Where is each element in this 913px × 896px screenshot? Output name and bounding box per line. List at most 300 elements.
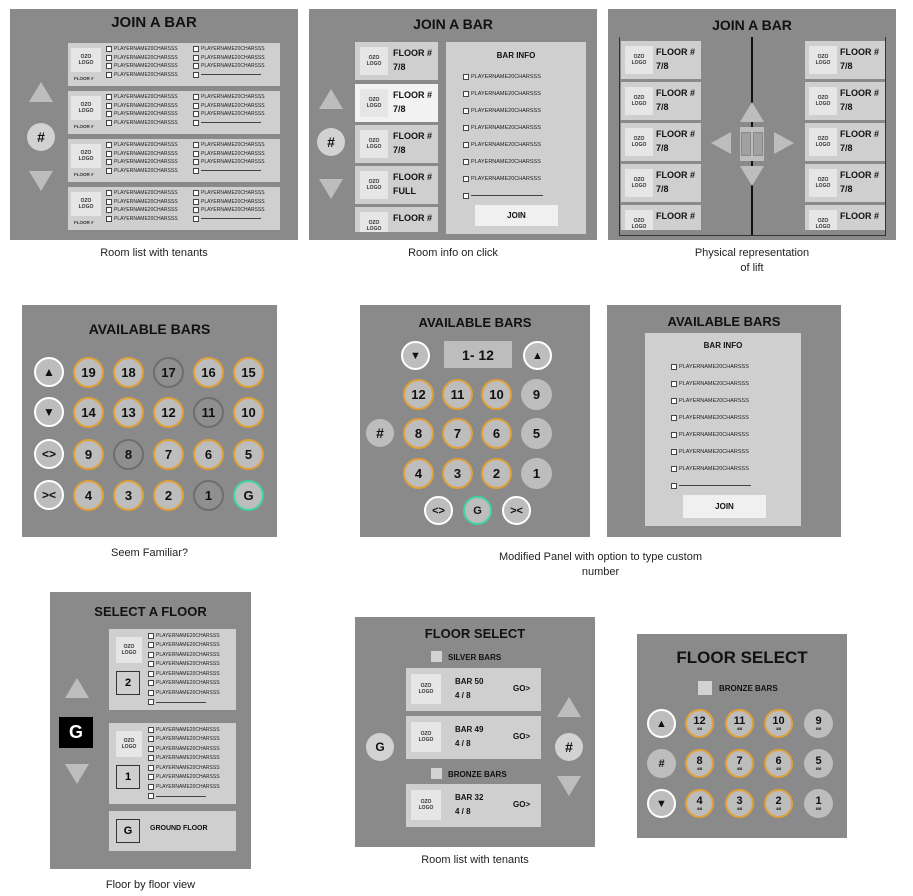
floor-label: FLOOR # <box>840 88 880 98</box>
player-checkbox[interactable] <box>463 74 469 80</box>
player-checkbox[interactable] <box>148 755 154 761</box>
player-name: PLAYERNAME20CHARSSS <box>156 680 220 687</box>
player-checkbox[interactable] <box>671 364 677 370</box>
logo-placeholder: OZO LOGO <box>625 87 653 115</box>
bronze-checkbox[interactable] <box>431 768 442 779</box>
bar-button-5[interactable]: 5 <box>233 439 264 470</box>
player-row <box>671 409 751 426</box>
player-row <box>148 641 220 651</box>
bar-button-10[interactable]: 10 <box>481 379 512 410</box>
empty-slot-row <box>193 167 265 176</box>
ground-floor-card[interactable] <box>109 811 236 851</box>
bar-button-15[interactable]: 15 <box>233 357 264 388</box>
player-checkbox[interactable] <box>106 190 112 196</box>
player-row <box>148 744 220 754</box>
player-row <box>463 153 543 170</box>
bar-button-1[interactable]: 1 <box>521 458 552 489</box>
caption: Floor by floor view <box>105 879 196 891</box>
down-arrow-icon[interactable] <box>740 166 764 186</box>
bar-button-G[interactable]: G <box>233 480 264 511</box>
bottom-button-0[interactable]: <> <box>424 496 453 525</box>
player-list <box>193 93 265 127</box>
floor-label: FLOOR # <box>393 213 433 223</box>
player-checkbox[interactable] <box>106 207 112 213</box>
floor-card-right[interactable] <box>805 123 885 161</box>
panel-room-info <box>309 9 597 240</box>
player-checkbox[interactable] <box>671 432 677 438</box>
up-arrow-icon[interactable] <box>740 102 764 122</box>
player-name: PLAYERNAME20CHARSSS <box>114 71 178 78</box>
player-name: PLAYERNAME20CHARSSS <box>156 651 220 658</box>
player-name: PLAYERNAME20CHARSSS <box>471 124 541 131</box>
join-button[interactable]: JOIN <box>683 495 766 518</box>
player-checkbox[interactable] <box>148 793 154 799</box>
up-arrow-icon[interactable] <box>65 678 89 698</box>
bar-button-3[interactable]: 3 <box>442 458 473 489</box>
player-checkbox[interactable] <box>463 108 469 114</box>
floor-occupancy: 4/8 <box>736 806 743 811</box>
player-name: PLAYERNAME20CHARSSS <box>201 102 265 109</box>
floor-occupancy: 7/8 <box>393 62 406 72</box>
floor-number: 8 <box>696 755 703 767</box>
door-left-panel <box>741 132 751 156</box>
player-checkbox[interactable] <box>193 159 199 165</box>
player-list <box>106 189 178 223</box>
player-checkbox[interactable] <box>148 690 154 696</box>
player-row <box>148 669 220 679</box>
player-row <box>106 206 178 215</box>
floor-number: 10 <box>772 715 785 727</box>
player-row <box>193 198 265 207</box>
player-checkbox[interactable] <box>148 642 154 648</box>
panel-lift-physical <box>608 9 896 240</box>
logo-placeholder: OZO LOGO <box>71 48 101 72</box>
player-name: PLAYERNAME20CHARSSS <box>114 102 178 109</box>
go-button[interactable]: GO> <box>513 800 531 809</box>
player-checkbox[interactable] <box>106 63 112 69</box>
player-checkbox[interactable] <box>671 398 677 404</box>
player-row <box>671 460 751 477</box>
player-name: PLAYERNAME20CHARSSS <box>114 94 178 101</box>
bar-button-18[interactable]: 18 <box>113 357 144 388</box>
floor-button-4[interactable] <box>685 789 714 818</box>
floor-block[interactable] <box>109 629 236 710</box>
side-button-0[interactable]: ▲ <box>647 709 676 738</box>
floor-number-box: 1 <box>116 765 140 789</box>
bar-row-card[interactable] <box>406 716 541 759</box>
floor-label: FLOOR # <box>656 170 696 180</box>
player-row <box>106 45 178 54</box>
bar-button-1[interactable]: 1 <box>193 480 224 511</box>
floor-number-box: 2 <box>116 671 140 695</box>
floor-label: FLOOR # <box>393 131 433 141</box>
player-checkbox[interactable] <box>193 103 199 109</box>
player-checkbox[interactable] <box>193 72 199 78</box>
floor-label: FLOOR # <box>74 124 94 129</box>
bar-button-13[interactable]: 13 <box>113 397 144 428</box>
player-name: PLAYERNAME20CHARSSS <box>679 363 749 370</box>
player-checkbox[interactable] <box>148 671 154 677</box>
up-arrow-icon[interactable] <box>29 82 53 102</box>
player-name: PLAYERNAME20CHARSSS <box>201 142 265 149</box>
room-card[interactable] <box>68 43 280 86</box>
player-checkbox[interactable] <box>148 699 154 705</box>
floor-button-2[interactable] <box>764 789 793 818</box>
bar-row-card[interactable] <box>406 784 541 827</box>
side-button-3[interactable]: >< <box>34 480 64 510</box>
panel-title: JOIN A BAR <box>111 14 197 31</box>
player-checkbox[interactable] <box>106 199 112 205</box>
side-button-2[interactable]: ▼ <box>647 789 676 818</box>
player-checkbox[interactable] <box>193 46 199 52</box>
empty-slot-row <box>148 792 220 802</box>
floor-card-right[interactable] <box>805 41 885 79</box>
floor-number: 4 <box>696 795 703 807</box>
bar-button-19[interactable]: 19 <box>73 357 104 388</box>
player-checkbox[interactable] <box>148 746 154 752</box>
bar-button-6[interactable]: 6 <box>193 439 224 470</box>
floor-label: FLOOR # <box>393 172 433 182</box>
logo-placeholder: OZO LOGO <box>809 87 837 115</box>
join-button[interactable]: JOIN <box>475 205 558 226</box>
player-checkbox[interactable] <box>106 72 112 78</box>
bar-button-2[interactable]: 2 <box>153 480 184 511</box>
up-arrow-icon[interactable] <box>319 89 343 109</box>
bronze-checkbox[interactable] <box>698 681 712 695</box>
bar-button-12[interactable]: 12 <box>153 397 184 428</box>
player-checkbox[interactable] <box>671 381 677 387</box>
bar-button-5[interactable]: 5 <box>521 418 552 449</box>
empty-slot-line <box>201 218 261 219</box>
logo-placeholder: OZO LOGO <box>116 731 142 757</box>
range-down-button[interactable]: ▼ <box>401 341 430 370</box>
bar-button-11[interactable]: 11 <box>442 379 473 410</box>
bar-row-card[interactable] <box>406 668 541 711</box>
ground-button[interactable]: G <box>366 733 394 761</box>
player-name: PLAYERNAME20CHARSSS <box>114 54 178 61</box>
player-checkbox[interactable] <box>193 151 199 157</box>
player-checkbox[interactable] <box>671 415 677 421</box>
bar-occupancy: 4 / 8 <box>455 807 471 816</box>
player-checkbox[interactable] <box>106 111 112 117</box>
player-checkbox[interactable] <box>193 142 199 148</box>
empty-slot-line <box>201 170 261 171</box>
bar-button-8[interactable]: 8 <box>113 439 144 470</box>
floor-label: FLOOR # <box>656 211 696 221</box>
floor-button-12[interactable] <box>685 709 714 738</box>
floor-button-10[interactable] <box>764 709 793 738</box>
player-name: PLAYERNAME20CHARSSS <box>679 380 749 387</box>
range-up-button[interactable]: ▲ <box>523 341 552 370</box>
player-list <box>193 45 265 79</box>
logo-placeholder: OZO LOGO <box>809 46 837 74</box>
bar-button-7[interactable]: 7 <box>153 439 184 470</box>
logo-placeholder: OZO LOGO <box>411 722 441 752</box>
floor-card[interactable] <box>355 42 438 80</box>
panel-join-bar-list <box>10 9 298 240</box>
bar-button-9[interactable]: 9 <box>73 439 104 470</box>
go-button[interactable]: GO> <box>513 732 531 741</box>
right-arrow-icon[interactable] <box>774 132 794 154</box>
bar-occupancy: 4 / 8 <box>455 691 471 700</box>
player-checkbox[interactable] <box>148 765 154 771</box>
player-name: PLAYERNAME20CHARSSS <box>114 63 178 70</box>
player-checkbox[interactable] <box>193 120 199 126</box>
player-checkbox[interactable] <box>671 466 677 472</box>
player-checkbox[interactable] <box>148 736 154 742</box>
floor-button-5[interactable] <box>804 749 833 778</box>
player-row <box>193 93 265 102</box>
player-row <box>193 150 265 159</box>
floor-occupancy: 7/8 <box>656 143 669 153</box>
floor-number: 6 <box>775 755 782 767</box>
player-checkbox[interactable] <box>463 142 469 148</box>
floor-label: FLOOR # <box>393 90 433 100</box>
panel-select-floor <box>50 592 251 869</box>
hash-button[interactable]: # <box>317 128 345 156</box>
floor-occupancy: 4/8 <box>736 766 743 771</box>
player-checkbox[interactable] <box>106 142 112 148</box>
floor-block[interactable] <box>109 723 236 804</box>
floor-card-right[interactable] <box>805 82 885 120</box>
player-checkbox[interactable] <box>148 652 154 658</box>
bar-button-9[interactable]: 9 <box>521 379 552 410</box>
empty-slot-row <box>193 71 265 80</box>
floor-number: 5 <box>815 755 822 767</box>
player-checkbox[interactable] <box>193 199 199 205</box>
bar-occupancy: 4 / 8 <box>455 739 471 748</box>
floor-label: FLOOR # <box>656 47 696 57</box>
floor-occupancy: 4/8 <box>696 806 703 811</box>
player-checkbox[interactable] <box>463 193 469 199</box>
hash-button[interactable]: # <box>27 123 55 151</box>
logo-placeholder: OZO LOGO <box>71 192 101 216</box>
player-checkbox[interactable] <box>148 680 154 686</box>
player-name: PLAYERNAME20CHARSSS <box>114 150 178 157</box>
side-button-1[interactable]: # <box>647 749 676 778</box>
floor-card-right[interactable] <box>805 205 885 230</box>
player-checkbox[interactable] <box>106 168 112 174</box>
player-checkbox[interactable] <box>463 91 469 97</box>
player-name: PLAYERNAME20CHARSSS <box>471 158 541 165</box>
empty-slot-line <box>679 485 751 486</box>
player-checkbox[interactable] <box>463 159 469 165</box>
player-checkbox[interactable] <box>106 103 112 109</box>
floor-number: 2 <box>775 795 782 807</box>
room-card[interactable] <box>68 187 280 230</box>
floor-occupancy: 7/8 <box>840 143 853 153</box>
player-checkbox[interactable] <box>193 63 199 69</box>
bar-button-12[interactable]: 12 <box>403 379 434 410</box>
floor-button-6[interactable] <box>764 749 793 778</box>
floor-number: 12 <box>693 715 706 727</box>
player-name: PLAYERNAME20CHARSSS <box>114 142 178 149</box>
player-checkbox[interactable] <box>148 727 154 733</box>
floor-button-3[interactable] <box>725 789 754 818</box>
player-checkbox[interactable] <box>193 216 199 222</box>
room-card[interactable] <box>68 139 280 182</box>
player-name: PLAYERNAME20CHARSSS <box>201 207 265 214</box>
player-name: PLAYERNAME20CHARSSS <box>156 755 220 762</box>
logo-placeholder: OZO LOGO <box>625 46 653 74</box>
player-checkbox[interactable] <box>193 94 199 100</box>
player-checkbox[interactable] <box>193 111 199 117</box>
player-row <box>463 102 543 119</box>
room-card[interactable] <box>68 91 280 134</box>
floor-button-1[interactable] <box>804 789 833 818</box>
floor-button-9[interactable] <box>804 709 833 738</box>
player-row <box>148 660 220 670</box>
player-name: PLAYERNAME20CHARSSS <box>201 46 265 53</box>
player-checkbox[interactable] <box>193 55 199 61</box>
bar-button-4[interactable]: 4 <box>403 458 434 489</box>
side-button-0[interactable]: ▲ <box>34 357 64 387</box>
player-checkbox[interactable] <box>193 207 199 213</box>
player-name: PLAYERNAME20CHARSSS <box>114 167 178 174</box>
floor-card-left[interactable] <box>621 41 701 79</box>
panel-floor-select-grid <box>637 634 847 838</box>
player-row <box>193 158 265 167</box>
silver-checkbox[interactable] <box>431 651 442 662</box>
player-checkbox[interactable] <box>148 633 154 639</box>
floor-occupancy: 4/8 <box>696 766 703 771</box>
logo-placeholder: OZO LOGO <box>411 674 441 704</box>
hash-button[interactable]: # <box>366 419 394 447</box>
bar-button-10[interactable]: 10 <box>233 397 264 428</box>
player-row <box>148 631 220 641</box>
player-checkbox[interactable] <box>671 483 677 489</box>
down-arrow-icon[interactable] <box>557 776 581 796</box>
bar-button-2[interactable]: 2 <box>481 458 512 489</box>
player-name: PLAYERNAME20CHARSSS <box>201 150 265 157</box>
panel-title: AVAILABLE BARS <box>418 315 532 330</box>
panel-title: FLOOR SELECT <box>424 626 526 641</box>
bottom-button-1[interactable]: G <box>463 496 492 525</box>
floor-card-left[interactable] <box>621 205 701 230</box>
player-row <box>106 93 178 102</box>
player-name: PLAYERNAME20CHARSSS <box>156 726 220 733</box>
floor-occupancy: 4/8 <box>736 726 743 731</box>
panel-available-bars <box>22 305 277 537</box>
player-row <box>193 141 265 150</box>
player-checkbox[interactable] <box>148 774 154 780</box>
go-button[interactable]: GO> <box>513 684 531 693</box>
floor-card[interactable] <box>355 207 438 232</box>
floor-label: FLOOR # <box>656 88 696 98</box>
player-name: PLAYERNAME20CHARSSS <box>114 46 178 53</box>
empty-slot-row <box>148 698 220 708</box>
floor-button-11[interactable] <box>725 709 754 738</box>
floor-card-left[interactable] <box>621 123 701 161</box>
bar-button-3[interactable]: 3 <box>113 480 144 511</box>
panel-title: JOIN A BAR <box>712 17 792 33</box>
player-checkbox[interactable] <box>106 151 112 157</box>
player-row <box>148 725 220 735</box>
player-checkbox[interactable] <box>148 661 154 667</box>
floor-card[interactable] <box>355 125 438 163</box>
player-row <box>193 189 265 198</box>
player-name: PLAYERNAME20CHARSSS <box>114 119 178 126</box>
bar-button-11[interactable]: 11 <box>193 397 224 428</box>
player-list <box>193 141 265 175</box>
panel-title: JOIN A BAR <box>413 16 493 32</box>
side-button-2[interactable]: <> <box>34 439 64 469</box>
logo-placeholder: OZO LOGO <box>71 96 101 120</box>
current-floor-indicator[interactable]: G <box>59 717 93 748</box>
floor-card[interactable] <box>355 84 438 122</box>
player-checkbox[interactable] <box>106 94 112 100</box>
floor-button-7[interactable] <box>725 749 754 778</box>
floor-button-8[interactable] <box>685 749 714 778</box>
player-list <box>106 45 178 79</box>
empty-slot-line <box>156 702 206 703</box>
up-arrow-icon[interactable] <box>557 697 581 717</box>
floor-card[interactable] <box>355 166 438 204</box>
bar-button-17[interactable]: 17 <box>153 357 184 388</box>
player-name: PLAYERNAME20CHARSSS <box>471 141 541 148</box>
bar-button-6[interactable]: 6 <box>481 418 512 449</box>
side-button-1[interactable]: ▼ <box>34 397 64 427</box>
hash-button[interactable]: # <box>555 733 583 761</box>
floor-card-right[interactable] <box>805 164 885 202</box>
player-list <box>148 631 220 707</box>
player-name: PLAYERNAME20CHARSSS <box>156 736 220 743</box>
down-arrow-icon[interactable] <box>65 764 89 784</box>
player-checkbox[interactable] <box>106 46 112 52</box>
player-checkbox[interactable] <box>193 168 199 174</box>
player-checkbox[interactable] <box>106 55 112 61</box>
player-checkbox[interactable] <box>671 449 677 455</box>
bottom-button-2[interactable]: >< <box>502 496 531 525</box>
floor-number: 3 <box>736 795 743 807</box>
range-display[interactable]: 1- 12 <box>444 341 512 368</box>
player-list <box>106 93 178 127</box>
player-checkbox[interactable] <box>106 120 112 126</box>
bar-button-16[interactable]: 16 <box>193 357 224 388</box>
player-checkbox[interactable] <box>106 216 112 222</box>
floor-card-left[interactable] <box>621 164 701 202</box>
player-checkbox[interactable] <box>148 784 154 790</box>
bar-name: BAR 49 <box>455 725 484 734</box>
player-row <box>193 62 265 71</box>
bar-info-title: BAR INFO <box>703 341 743 350</box>
logo-placeholder: OZO LOGO <box>71 144 101 168</box>
lift-door-icon[interactable] <box>740 127 764 161</box>
bar-button-4[interactable]: 4 <box>73 480 104 511</box>
bar-button-14[interactable]: 14 <box>73 397 104 428</box>
player-list <box>148 725 220 801</box>
empty-slot-row <box>671 477 751 494</box>
player-checkbox[interactable] <box>106 159 112 165</box>
bar-button-8[interactable]: 8 <box>403 418 434 449</box>
logo-placeholder: OZO LOGO <box>411 790 441 820</box>
left-arrow-icon[interactable] <box>711 132 731 154</box>
player-row <box>106 102 178 111</box>
empty-slot-line <box>201 122 261 123</box>
player-checkbox[interactable] <box>463 125 469 131</box>
player-name: PLAYERNAME20CHARSSS <box>679 397 749 404</box>
floor-card-left[interactable] <box>621 82 701 120</box>
logo-placeholder: OZO LOGO <box>809 210 837 230</box>
player-row <box>148 763 220 773</box>
down-arrow-icon[interactable] <box>319 179 343 199</box>
floor-number: 7 <box>736 755 743 767</box>
player-checkbox[interactable] <box>193 190 199 196</box>
bar-button-7[interactable]: 7 <box>442 418 473 449</box>
down-arrow-icon[interactable] <box>29 171 53 191</box>
caption: Room list with tenants <box>100 247 208 259</box>
player-checkbox[interactable] <box>463 176 469 182</box>
